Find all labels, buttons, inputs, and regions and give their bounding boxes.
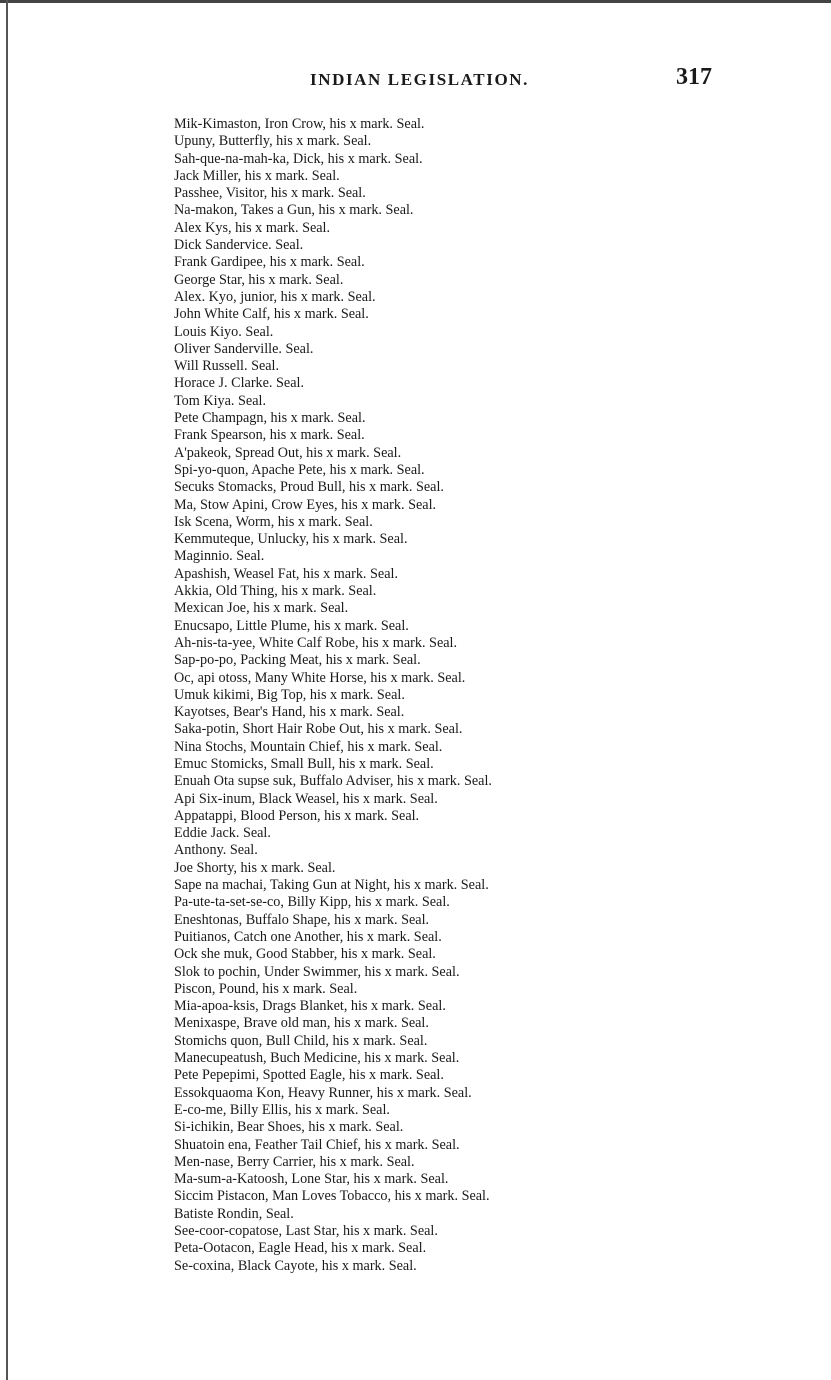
signatory-entry: Oliver Sanderville. Seal. bbox=[174, 340, 314, 357]
signatory-entry: Manecupeatush, Buch Medicine, his x mark. Seal. bbox=[174, 1050, 460, 1067]
signatory-entry: Secuks Stomacks, Proud Bull, his x mark. Seal. bbox=[174, 479, 444, 496]
signatory-entry: Frank Gardipee, his x mark. Seal. bbox=[174, 254, 365, 271]
signatory-entry: Kayotses, Bear's Hand, his x mark. Seal. bbox=[174, 704, 405, 721]
signatory-entry: Nina Stochs, Mountain Chief, his x mark. Seal. bbox=[174, 738, 443, 755]
signatory-entry: Piscon, Pound, his x mark. Seal. bbox=[174, 980, 358, 997]
signatory-entry: Dick Sandervice. Seal. bbox=[174, 237, 304, 254]
signatory-entry: Sape na machai, Taking Gun at Night, his x mark. Seal. bbox=[174, 877, 489, 894]
signatory-entry: Isk Scena, Worm, his x mark. Seal. bbox=[174, 513, 373, 530]
signatory-entry: Mia-apoa-ksis, Drags Blanket, his x mark. Seal. bbox=[174, 998, 446, 1015]
signatory-entry: Horace J. Clarke. Seal. bbox=[174, 375, 305, 392]
signatory-entry: Enuah Ota supse suk, Buffalo Adviser, his x mark. Seal. bbox=[174, 773, 492, 790]
signatory-entry: Mexican Joe, his x mark. Seal. bbox=[174, 600, 349, 617]
signatory-entry: Spi-yo-quon, Apache Pete, his x mark. Seal. bbox=[174, 461, 425, 478]
signatory-entry: Si-ichikin, Bear Shoes, his x mark. Seal. bbox=[174, 1119, 404, 1136]
signatory-entry: Ma-sum-a-Katoosh, Lone Star, his x mark. Seal. bbox=[174, 1171, 449, 1188]
signatory-entry: Peta-Ootacon, Eagle Head, his x mark. Seal. bbox=[174, 1240, 427, 1257]
signatory-entry: Eneshtonas, Buffalo Shape, his x mark. Seal. bbox=[174, 911, 430, 928]
signatory-entry: See-coor-copatose, Last Star, his x mark. Seal. bbox=[174, 1223, 438, 1239]
signatory-entry: Se-coxina, Black Cayote, his x mark. Seal. bbox=[174, 1257, 417, 1274]
signatory-entry: Stomichs quon, Bull Child, his x mark. Seal. bbox=[174, 1032, 428, 1049]
signatory-entry: Jack Miller, his x mark. Seal. bbox=[174, 167, 340, 184]
signatory-entry: Saka-potin, Short Hair Robe Out, his x mark. Seal. bbox=[174, 721, 463, 738]
signatory-entry: Maginnio. Seal. bbox=[174, 548, 265, 565]
running-header-title: INDIAN LEGISLATION. bbox=[309, 70, 530, 89]
signatory-entry: Appatappi, Blood Person, his x mark. Seal. bbox=[174, 807, 420, 824]
signatory-entry: Menixaspe, Brave old man, his x mark. Seal. bbox=[174, 1015, 429, 1032]
signatory-entry: Na-makon, Takes a Gun, his x mark. Seal. bbox=[174, 202, 414, 219]
signatory-entry: Akkia, Old Thing, his x mark. Seal. bbox=[174, 583, 377, 600]
signatory-entry: Sap-po-po, Packing Meat, his x mark. Seal. bbox=[174, 652, 421, 669]
signatory-entry: Batiste Rondin, Seal. bbox=[174, 1205, 294, 1222]
page-top-edge bbox=[0, 0, 831, 3]
signatory-entry: Shuatoin ena, Feather Tail Chief, his x mark. Seal. bbox=[174, 1136, 460, 1153]
signatory-entry: Upuny, Butterfly, his x mark. Seal. bbox=[174, 133, 372, 150]
signatory-entry: E-co-me, Billy Ellis, his x mark. Seal. bbox=[174, 1101, 390, 1118]
signatory-entry: Apashish, Weasel Fat, his x mark. Seal. bbox=[174, 565, 398, 582]
signatory-entry: Anthony. Seal. bbox=[174, 842, 258, 859]
signatory-entry: Pa-ute-ta-set-se-co, Billy Kipp, his x mark. Seal. bbox=[174, 894, 450, 911]
signatory-entry: Ma, Stow Apini, Crow Eyes, his x mark. Seal. bbox=[174, 496, 437, 513]
signatory-entry: Puitianos, Catch one Another, his x mark. Seal. bbox=[174, 928, 442, 945]
signatory-entry: Men-nase, Berry Carrier, his x mark. Seal. bbox=[174, 1153, 415, 1170]
signatory-entry: Ah-nis-ta-yee, White Calf Robe, his x mark. Seal. bbox=[174, 634, 458, 651]
signatory-entry: Frank Spearson, his x mark. Seal. bbox=[174, 427, 365, 444]
signatory-entry: Louis Kiyo. Seal. bbox=[174, 323, 274, 340]
signatory-entry: Will Russell. Seal. bbox=[174, 358, 280, 375]
signatory-entry: Umuk kikimi, Big Top, his x mark. Seal. bbox=[174, 686, 405, 703]
signatory-entry: Alex. Kyo, junior, his x mark. Seal. bbox=[174, 288, 376, 305]
signatory-entry: Enucsapo, Little Plume, his x mark. Seal. bbox=[174, 617, 409, 634]
signatory-entry: Siccim Pistacon, Man Loves Tobacco, his x mark. Seal. bbox=[174, 1188, 490, 1205]
signatory-entry: George Star, his x mark. Seal. bbox=[174, 271, 344, 288]
signatory-entry: Pete Pepepimi, Spotted Eagle, his x mark. Seal. bbox=[174, 1067, 444, 1084]
signatory-entry: Passhee, Visitor, his x mark. Seal. bbox=[174, 185, 366, 202]
signatory-entry: Alex Kys, his x mark. Seal. bbox=[174, 219, 331, 236]
signatory-entry: Kemmuteque, Unlucky, his x mark. Seal. bbox=[174, 531, 408, 548]
signatory-entry: Essokquaoma Kon, Heavy Runner, his x mark. Seal. bbox=[174, 1084, 472, 1101]
signatory-entry: Api Six-inum, Black Weasel, his x mark. Seal. bbox=[174, 790, 438, 807]
page-number: 317 bbox=[676, 64, 712, 90]
signatory-entry: Mik-Kimaston, Iron Crow, his x mark. Seal. bbox=[174, 116, 425, 132]
page-left-edge bbox=[6, 0, 8, 1380]
signatory-entry: Emuc Stomicks, Small Bull, his x mark. Seal. bbox=[174, 755, 434, 772]
signatory-entry: Joe Shorty, his x mark. Seal. bbox=[174, 859, 336, 876]
signatory-entry: Oc, api otoss, Many White Horse, his x mark. Seal. bbox=[174, 669, 466, 686]
signatory-entry: John White Calf, his x mark. Seal. bbox=[174, 306, 369, 323]
signatory-list bbox=[174, 116, 814, 1275]
signatory-entry: Pete Champagn, his x mark. Seal. bbox=[174, 410, 366, 427]
signatory-entry: Slok to pochin, Under Swimmer, his x mark. Seal. bbox=[174, 963, 460, 980]
signatory-entry: Eddie Jack. Seal. bbox=[174, 825, 271, 842]
signatory-entry: Ock she muk, Good Stabber, his x mark. Seal. bbox=[174, 946, 436, 963]
signatory-entry: Sah-que-na-mah-ka, Dick, his x mark. Seal. bbox=[174, 150, 423, 167]
signatory-entry: A'pakeok, Spread Out, his x mark. Seal. bbox=[174, 444, 402, 461]
signatory-entry: Tom Kiya. Seal. bbox=[174, 392, 266, 409]
